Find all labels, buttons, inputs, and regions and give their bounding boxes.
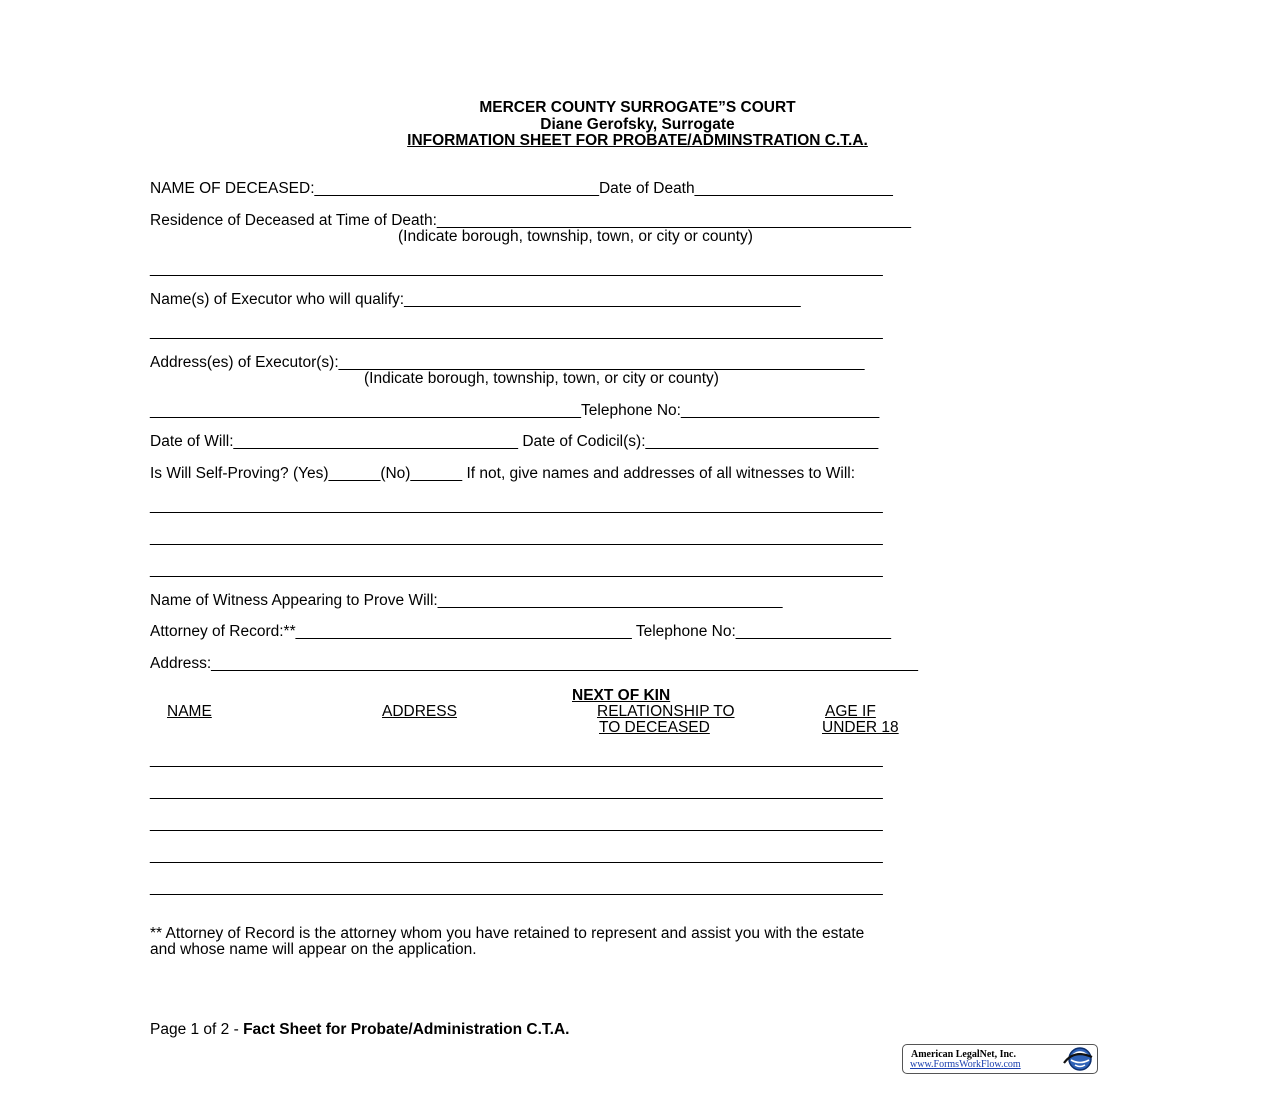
court-name: MERCER COUNTY SURROGATE”S COURT bbox=[479, 99, 796, 116]
executor-names-field[interactable]: Name(s) of Executor who will qualify:______________________________________________ bbox=[150, 291, 801, 308]
column-header-relationship-line2: TO DECEASED bbox=[599, 719, 710, 736]
witness-name-field[interactable]: Name of Witness Appearing to Prove Will:________________________________________ bbox=[150, 592, 783, 609]
name-of-deceased-field[interactable]: NAME OF DECEASED:_________________________________Date of Death_______________________ bbox=[150, 180, 893, 197]
document-title: INFORMATION SHEET FOR PROBATE/ADMINSTRATION C.T.A. bbox=[407, 132, 868, 149]
attorney-address-field[interactable]: Address:__________________________________________________________________________________ bbox=[150, 655, 919, 672]
next-of-kin-row[interactable]: _____________________________________________________________________________________ bbox=[150, 847, 883, 864]
footnote-line-2: and whose name will appear on the application. bbox=[150, 941, 477, 958]
column-header-age: AGE IF bbox=[825, 703, 876, 720]
witness-line[interactable]: _____________________________________________________________________________________ bbox=[150, 561, 883, 578]
globe-icon bbox=[1061, 1046, 1095, 1072]
next-of-kin-heading: NEXT OF KIN bbox=[572, 687, 671, 704]
executor-address-hint: (Indicate borough, township, town, or city or county) bbox=[364, 370, 719, 387]
footnote-line-1: ** Attorney of Record is the attorney whom you have retained to represent and assist you with the estate bbox=[150, 925, 865, 942]
residence-field[interactable]: Residence of Deceased at Time of Death:_______________________________________________________ bbox=[150, 212, 912, 229]
self-proving-field[interactable]: Is Will Self-Proving? (Yes)______(No)______ If not, give names and addresses of all witnesses to Will: bbox=[150, 465, 856, 482]
witness-line[interactable]: _____________________________________________________________________________________ bbox=[150, 497, 883, 514]
executor-address-field[interactable]: Address(es) of Executor(s):_____________________________________________________________ bbox=[150, 354, 865, 371]
witness-line[interactable]: _____________________________________________________________________________________ bbox=[150, 529, 883, 546]
footer-document-title: Fact Sheet for Probate/Administration C.T.A. bbox=[243, 1021, 570, 1038]
executor-telephone-field[interactable]: __________________________________________________Telephone No:_______________________ bbox=[150, 402, 880, 419]
residence-continuation-line[interactable]: _____________________________________________________________________________________ bbox=[150, 260, 883, 277]
page-number: Page 1 of 2 - bbox=[150, 1021, 244, 1038]
logo-company-name: American LegalNet, Inc. bbox=[911, 1049, 1016, 1060]
executor-names-continuation-line[interactable]: _____________________________________________________________________________________ bbox=[150, 323, 883, 340]
logo-url-link[interactable]: www.FormsWorkFlow.com bbox=[910, 1059, 1021, 1070]
attorney-of-record-field[interactable]: Attorney of Record:**_______________________________________ Telephone No:__________________ bbox=[150, 623, 891, 640]
column-header-relationship: RELATIONSHIP TO bbox=[597, 703, 735, 720]
page-footer bbox=[150, 1021, 569, 1039]
column-header-address: ADDRESS bbox=[382, 703, 457, 720]
next-of-kin-row[interactable]: _____________________________________________________________________________________ bbox=[150, 783, 883, 800]
column-header-name: NAME bbox=[167, 703, 212, 720]
column-header-age-line2: UNDER 18 bbox=[822, 719, 899, 736]
american-legalnet-logo[interactable] bbox=[902, 1044, 1098, 1074]
surrogate-name: Diane Gerofsky, Surrogate bbox=[540, 116, 735, 133]
next-of-kin-row[interactable]: _____________________________________________________________________________________ bbox=[150, 751, 883, 768]
next-of-kin-row[interactable]: _____________________________________________________________________________________ bbox=[150, 815, 883, 832]
residence-hint: (Indicate borough, township, town, or city or county) bbox=[398, 228, 753, 245]
next-of-kin-row[interactable]: _____________________________________________________________________________________ bbox=[150, 879, 883, 896]
date-of-will-field[interactable]: Date of Will:_________________________________ Date of Codicil(s):___________________________ bbox=[150, 433, 879, 450]
